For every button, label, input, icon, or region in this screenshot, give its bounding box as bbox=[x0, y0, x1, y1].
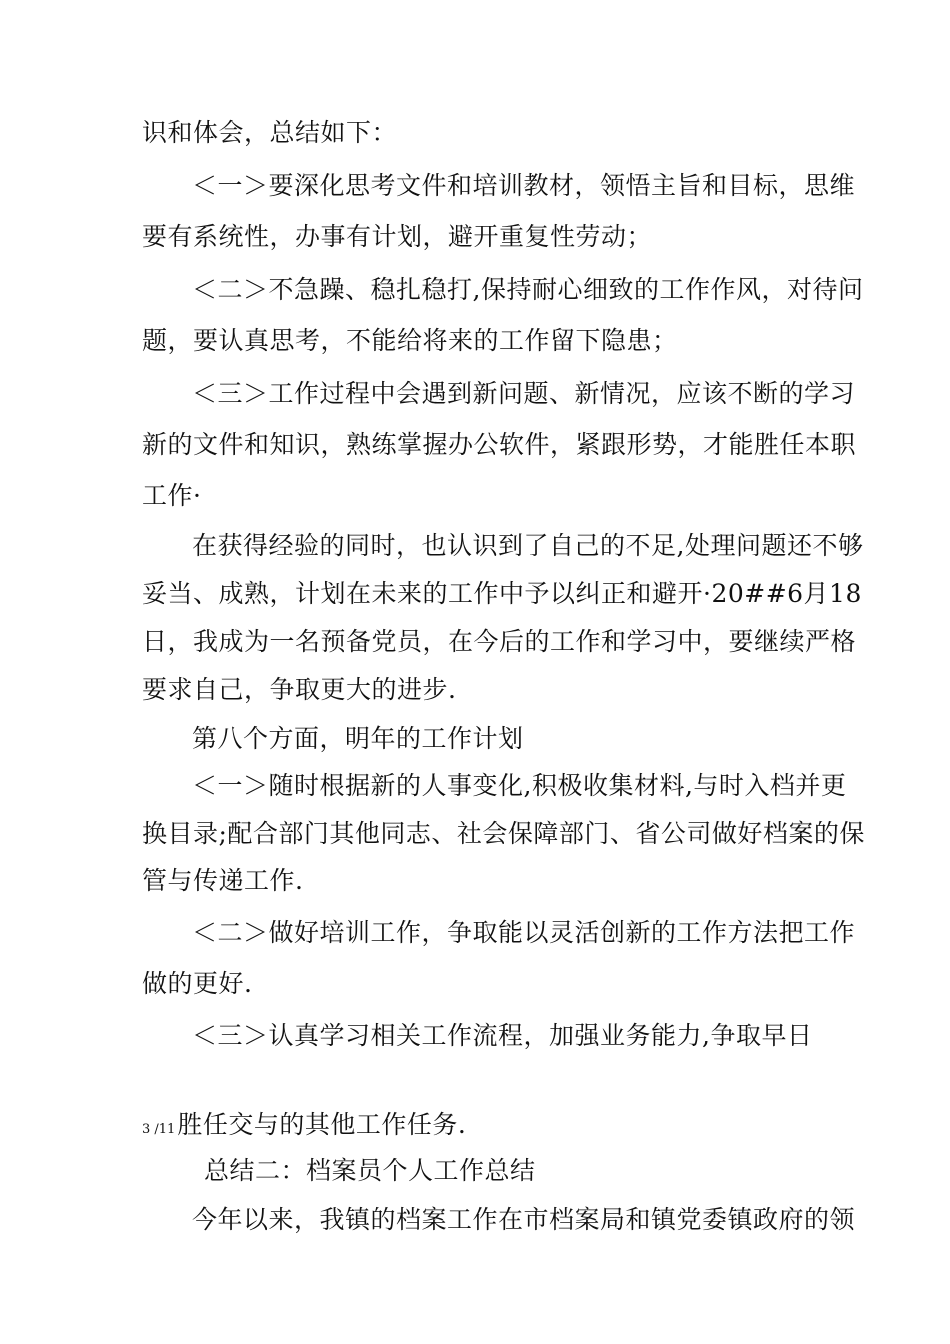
page-number: 3 /11 bbox=[142, 1122, 176, 1137]
paragraph-line: 日，我成为一名预备党员，在今后的工作和学习中，要继续严格 bbox=[142, 627, 857, 656]
paragraph-line: ＜一＞要深化思考文件和培训教材，领悟主旨和目标，思维 bbox=[192, 171, 856, 200]
paragraph-line: 今年以来，我镇的档案工作在市档案局和镇党委镇政府的领 bbox=[192, 1205, 856, 1234]
paragraph-line: 做的更好. bbox=[142, 969, 253, 998]
paragraph-line: ＜二＞做好培训工作，争取能以灵活创新的工作方法把工作 bbox=[192, 918, 856, 947]
paragraph-line: ＜三＞认真学习相关工作流程，加强业务能力,争取早日 bbox=[192, 1021, 813, 1050]
page-break-line bbox=[142, 1109, 466, 1146]
paragraph-line: 在获得经验的同时，也认识到了自己的不足,处理问题还不够 bbox=[192, 531, 864, 560]
paragraph-line: 题，要认真思考，不能给将来的工作留下隐患； bbox=[142, 326, 678, 355]
paragraph-line: ＜二＞不急躁、稳扎稳打,保持耐心细致的工作作风，对待问 bbox=[192, 275, 864, 304]
paragraph-line: 换目录;配合部门其他同志、社会保障部门、省公司做好档案的保 bbox=[142, 819, 865, 848]
paragraph-line: 要有系统性，办事有计划，避开重复性劳动； bbox=[142, 222, 653, 251]
paragraph-line: 识和体会，总结如下： bbox=[142, 118, 398, 147]
paragraph-line: 工作· bbox=[142, 481, 202, 510]
paragraph-line: 胜任交与的其他工作任务. bbox=[177, 1110, 467, 1139]
paragraph-line: 新的文件和知识，熟练掌握办公软件，紧跟形势，才能胜任本职 bbox=[142, 430, 857, 459]
section-title: 总结二：档案员个人工作总结 bbox=[204, 1156, 536, 1185]
paragraph-line: 妥当、成熟，计划在未来的工作中予以纠正和避开·20##6月18 bbox=[142, 579, 862, 608]
paragraph-line: 要求自己，争取更大的进步. bbox=[142, 675, 457, 704]
paragraph-line: ＜三＞工作过程中会遇到新问题、新情况，应该不断的学习 bbox=[192, 379, 856, 408]
paragraph-line: 管与传递工作. bbox=[142, 866, 304, 895]
paragraph-line: ＜一＞随时根据新的人事变化,积极收集材料,与时入档并更 bbox=[192, 771, 847, 800]
section-heading: 第八个方面，明年的工作计划 bbox=[192, 724, 524, 753]
